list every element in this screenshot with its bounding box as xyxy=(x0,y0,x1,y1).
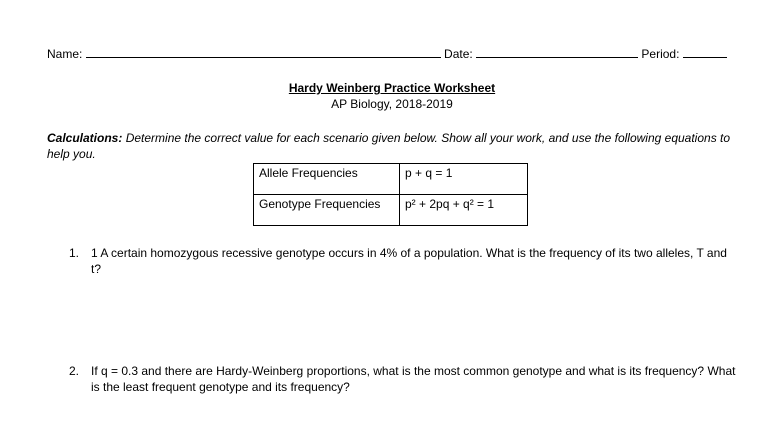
name-label: Name: xyxy=(47,47,83,61)
row-label: Genotype Frequencies xyxy=(254,195,400,226)
worksheet-subtitle: AP Biology, 2018-2019 xyxy=(331,97,453,111)
period-label: Period: xyxy=(641,47,680,61)
period-field[interactable] xyxy=(683,45,727,58)
table-row xyxy=(254,164,528,195)
instructions-label: Calculations: xyxy=(47,131,123,145)
question-number: 2. xyxy=(69,364,80,378)
row-equation: p + q = 1 xyxy=(400,164,528,195)
instructions-text: Determine the correct value for each scenario given below. Show all your work, and use the following equations to help you. xyxy=(47,131,731,161)
student-info-line xyxy=(47,45,739,62)
question-text: 1 A certain homozygous recessive genotype occurs in 4% of a population. What is the frequency of its two alleles, T and t? xyxy=(91,246,727,276)
question-number: 1. xyxy=(69,246,80,260)
date-label: Date: xyxy=(444,47,473,61)
row-label: Allele Frequencies xyxy=(254,164,400,195)
name-field[interactable] xyxy=(86,45,441,58)
question-text: If q = 0.3 and there are Hardy-Weinberg proportions, what is the most common genotype and what is its frequency? What is the least frequent genotype and its frequency? xyxy=(91,364,736,394)
question-2 xyxy=(69,363,739,395)
date-field[interactable] xyxy=(476,45,638,58)
question-1 xyxy=(69,245,739,277)
worksheet-title: Hardy Weinberg Practice Worksheet xyxy=(288,81,496,95)
equations-table xyxy=(253,163,528,226)
row-equation: p² + 2pq + q² = 1 xyxy=(400,195,528,226)
instructions xyxy=(47,130,737,162)
table-row xyxy=(254,195,528,226)
